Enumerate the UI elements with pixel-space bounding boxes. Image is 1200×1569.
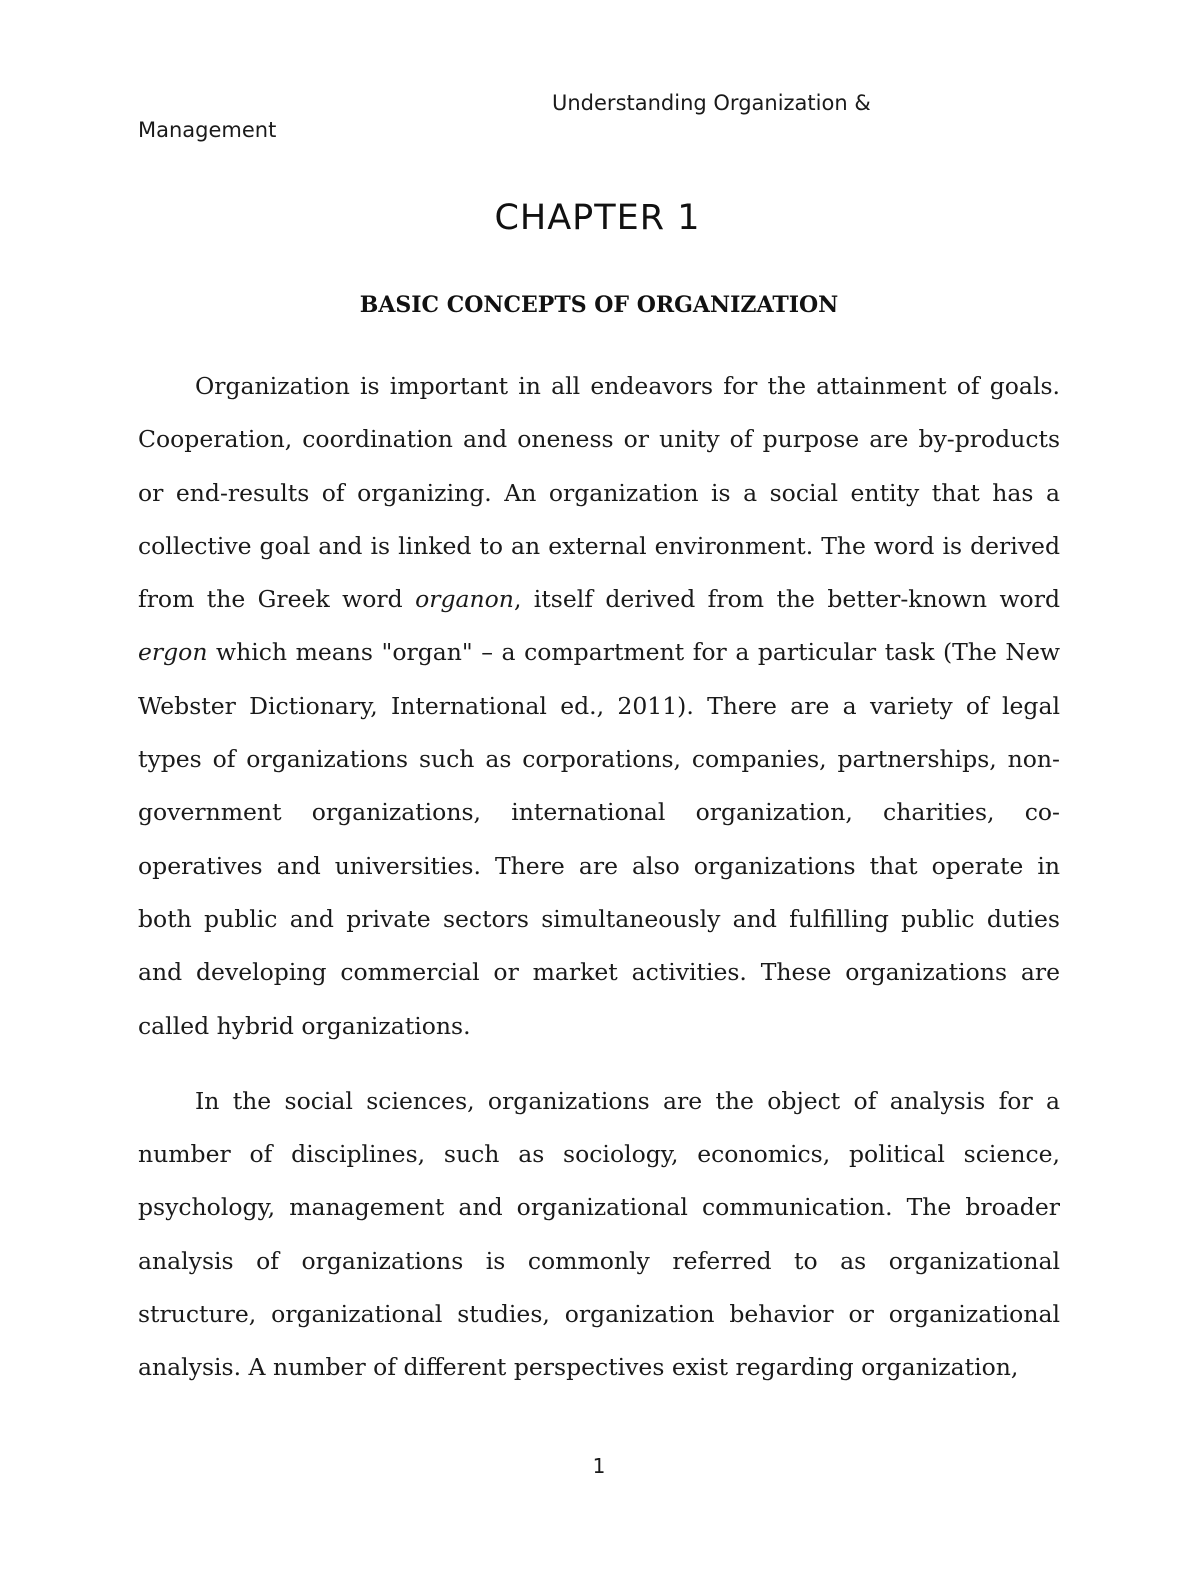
- paragraph-1-text-b: , itself derived from the better-known word: [513, 585, 1060, 614]
- section-title: BASIC CONCEPTS OF ORGANIZATION: [359, 292, 839, 318]
- running-header-line-2: Management: [138, 118, 277, 142]
- chapter-title: CHAPTER 1: [494, 198, 701, 238]
- paragraph-2: In the social sciences, organizations are the object of analysis for a number of disciplines, such as sociology, economics, political science, psychology, management and organizational communication. The broader analysis of organizations is commonly referred to as organizational structure, organizational studies, organization behavior or organizational analysis. A number of different perspectives exist regarding organization,: [138, 1086, 1060, 1382]
- term-organon: organon: [415, 585, 514, 614]
- term-ergon: ergon: [138, 638, 208, 667]
- paragraph-1-text-c: which means "organ" – a compartment for a particular task (The New Webster Dictionary, International ed., 2011). There are a variety of legal types of organizations such as corporations, companies, partnerships, non-government organizations, international organization, charities, co-operatives and universities. There are also organizations that operate in both public and private sectors simultaneously and fulfilling public duties and developing commercial or market activities. These organizations are called hybrid organizations.: [138, 638, 1060, 1040]
- running-header-line-1: Understanding Organization &: [552, 91, 871, 115]
- paragraph-1-text-a: Organization is important in all endeavors for the attainment of goals. Cooperation, coordination and oneness or unity of purpose are by-products or end-results of organizing. An organization is a social entity that has a collective goal and is linked to an external environment. The word is derived from the Greek word: [138, 372, 1060, 614]
- page-number: 1: [592, 1454, 606, 1478]
- running-header: [138, 90, 918, 144]
- paragraph-1: [138, 360, 1060, 1053]
- body-text: [138, 360, 1060, 1395]
